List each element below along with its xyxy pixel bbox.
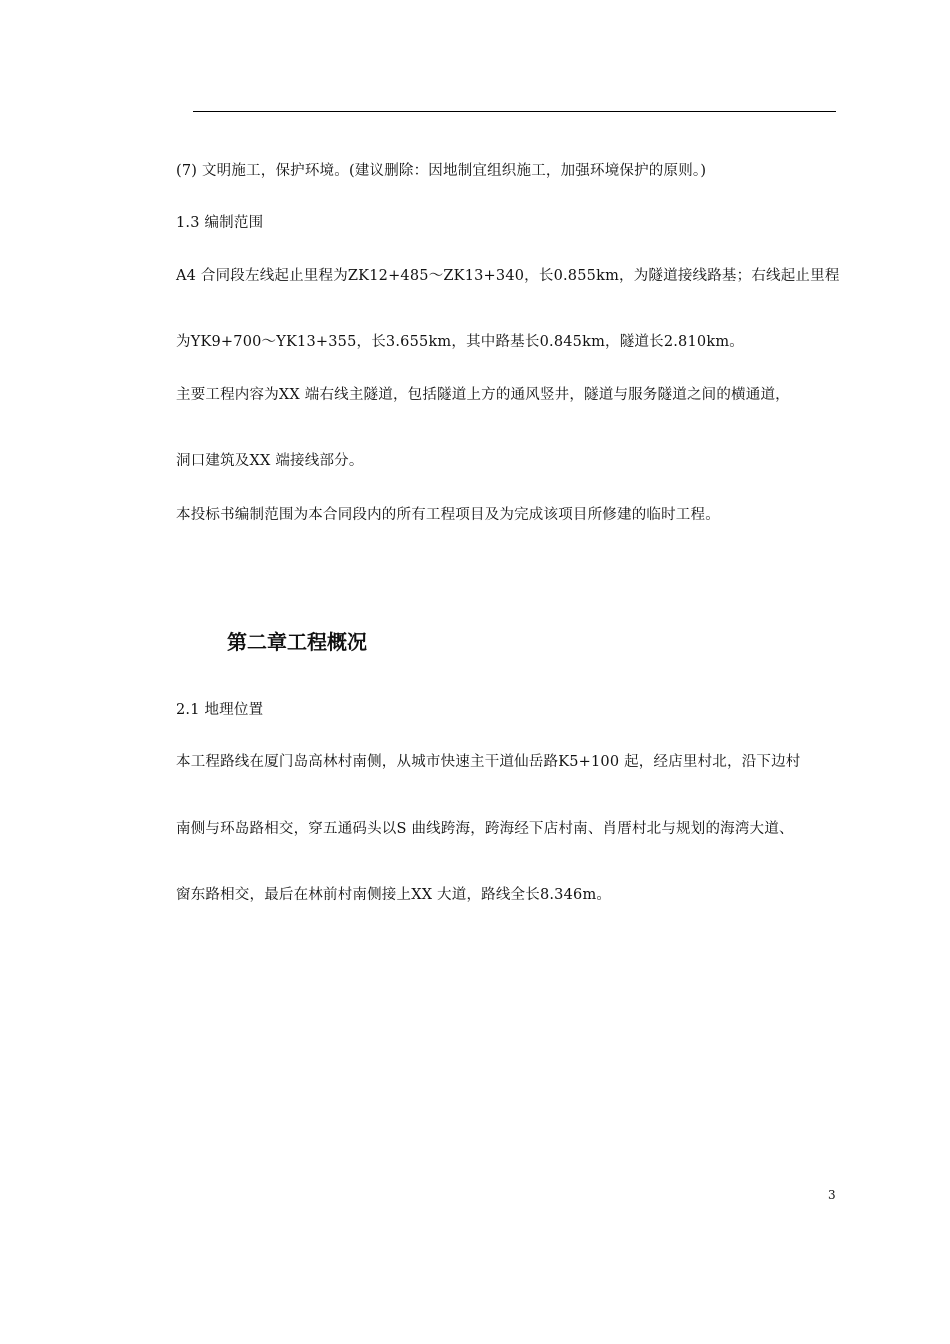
header-rule bbox=[193, 111, 836, 112]
section-heading-2-1: 2.1 地理位置 bbox=[176, 702, 264, 718]
paragraph-line: 主要工程内容为XX 端右线主隧道，包括隧道上方的通风竖井，隧道与服务隧道之间的横通道， bbox=[176, 387, 790, 403]
paragraph-line: 本投标书编制范围为本合同段内的所有工程项目及为完成该项目所修建的临时工程。 bbox=[176, 507, 720, 523]
paragraph-line: A4 合同段左线起止里程为ZK12+485～ZK13+340，长0.855km，为隧道接线路基；右线起止里程 bbox=[176, 268, 840, 284]
paragraph-line: 本工程路线在厦门岛高林村南侧，从城市快速主干道仙岳路K5+100 起，经店里村北，沿下边村 bbox=[176, 754, 801, 770]
page-number: 3 bbox=[828, 1188, 836, 1202]
paragraph-line: 洞口建筑及XX 端接线部分。 bbox=[176, 453, 364, 469]
paragraph-line: 窗东路相交，最后在林前村南侧接上XX 大道，路线全长8.346m。 bbox=[176, 887, 612, 903]
paragraph-line: 为YK9+700～YK13+355，长3.655km，其中路基长0.845km，隧道长2.810km。 bbox=[176, 334, 744, 350]
list-item-7: (7) 文明施工，保护环境。(建议删除：因地制宜组织施工，加强环境保护的原则。) bbox=[176, 163, 707, 179]
section-heading-1-3: 1.3 编制范围 bbox=[176, 215, 264, 231]
paragraph-line: 南侧与环岛路相交，穿五通码头以S 曲线跨海，跨海经下店村南、肖厝村北与规划的海湾大道、 bbox=[176, 821, 794, 837]
chapter-title: 第二章工程概况 bbox=[227, 630, 367, 654]
